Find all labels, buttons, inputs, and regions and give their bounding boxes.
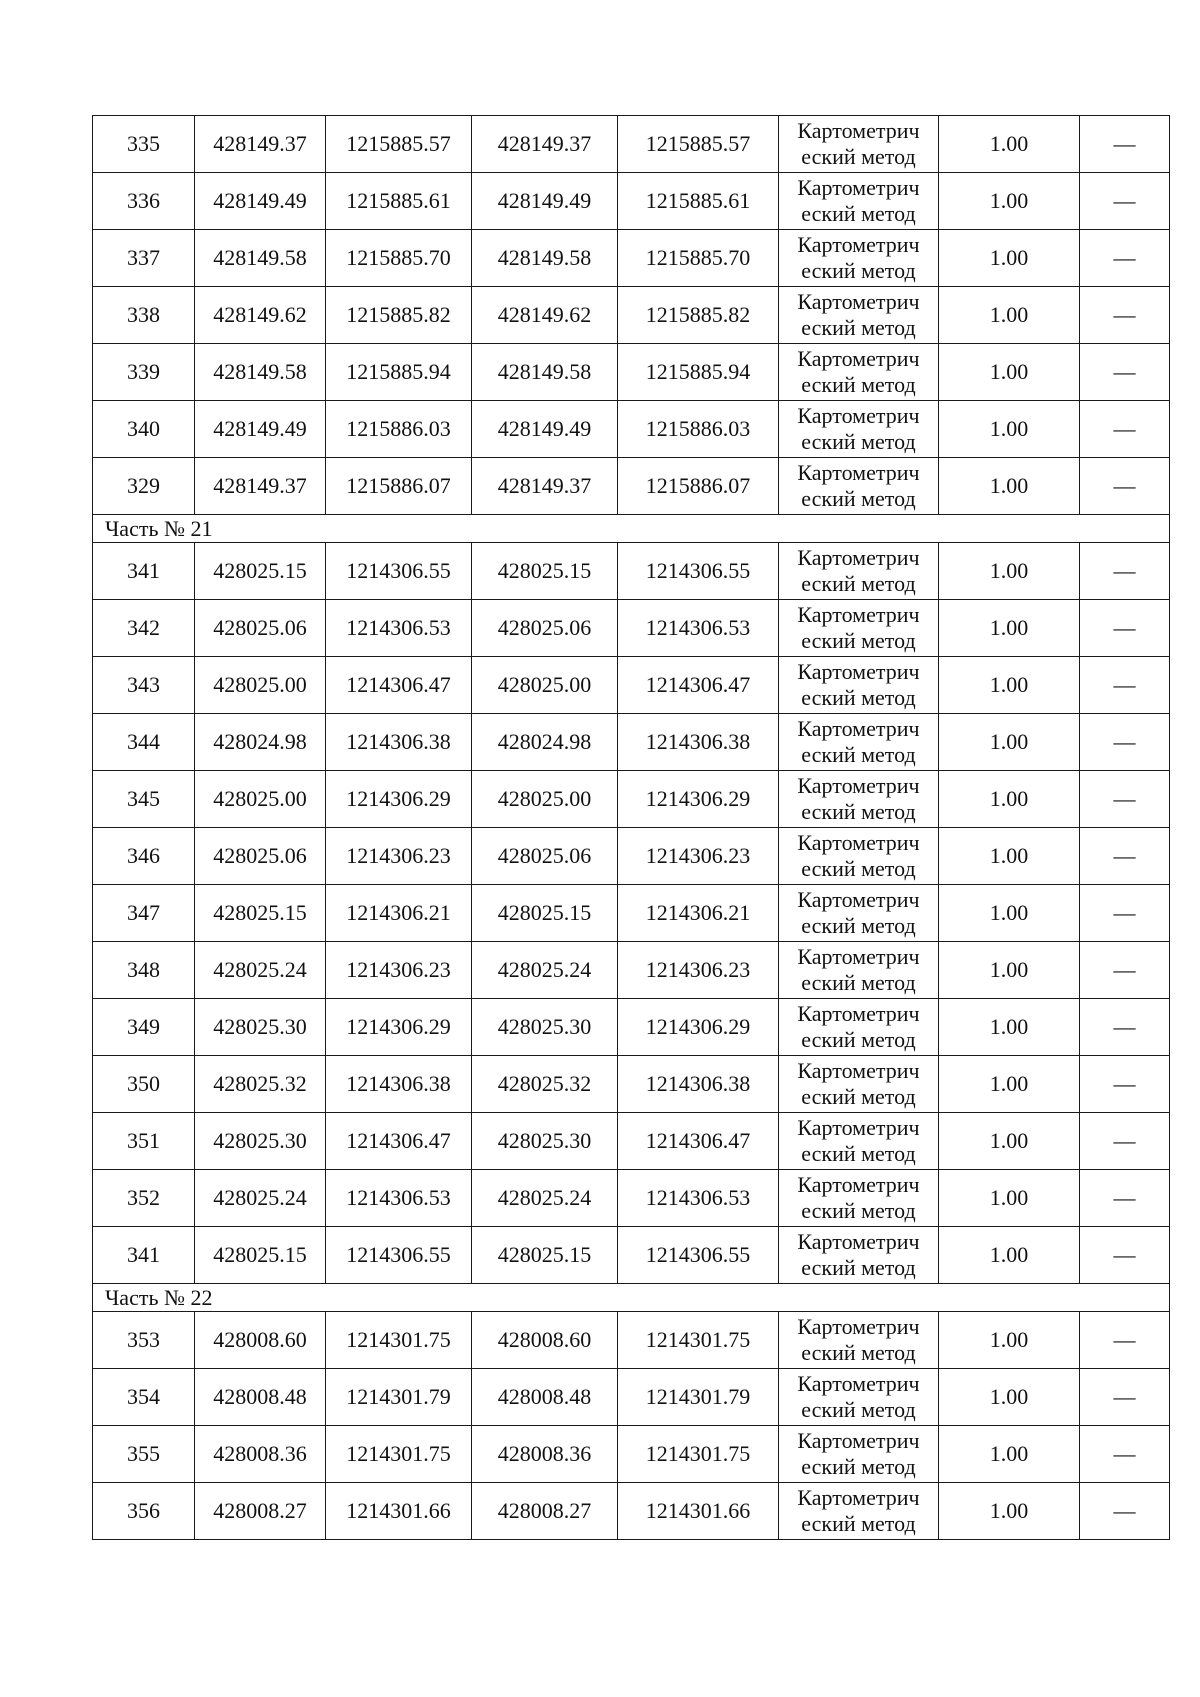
accuracy-cell: 1.00: [939, 1170, 1080, 1227]
description-cell: —: [1080, 942, 1170, 999]
x-refined-cell: 428008.36: [472, 1426, 618, 1483]
method-line-2: еский метод: [801, 372, 916, 397]
x-refined-cell: 428025.15: [472, 1227, 618, 1284]
x-refined-cell: 428149.58: [472, 230, 618, 287]
x-existing-cell: 428025.15: [195, 1227, 326, 1284]
description-cell: —: [1080, 401, 1170, 458]
method-line-2: еский метод: [801, 258, 916, 283]
description-cell: —: [1080, 458, 1170, 515]
method-line-2: еский метод: [801, 201, 916, 226]
x-refined-cell: 428149.49: [472, 173, 618, 230]
description-cell: —: [1080, 543, 1170, 600]
y-existing-cell: 1214306.38: [326, 714, 472, 771]
y-refined-cell: 1215885.94: [618, 344, 779, 401]
table-row: [93, 1369, 1170, 1426]
table-row: [93, 657, 1170, 714]
point-number-cell: 345: [93, 771, 195, 828]
x-existing-cell: 428008.27: [195, 1483, 326, 1540]
x-existing-cell: 428025.06: [195, 600, 326, 657]
table-row: [93, 1113, 1170, 1170]
method-line-2: еский метод: [801, 144, 916, 169]
method-line-2: еский метод: [801, 1511, 916, 1536]
x-refined-cell: 428008.27: [472, 1483, 618, 1540]
method-line-2: еский метод: [801, 571, 916, 596]
method-cell: [779, 1483, 939, 1540]
table-row: [93, 771, 1170, 828]
y-existing-cell: 1214306.53: [326, 1170, 472, 1227]
x-refined-cell: 428025.06: [472, 828, 618, 885]
table-row: [93, 344, 1170, 401]
method-line-2: еский метод: [801, 685, 916, 710]
x-existing-cell: 428008.60: [195, 1312, 326, 1369]
coordinates-table: [92, 115, 1170, 1540]
accuracy-cell: 1.00: [939, 543, 1080, 600]
method-line-2: еский метод: [801, 1255, 916, 1280]
method-cell: [779, 771, 939, 828]
method-line-1: Картометрич: [797, 1428, 920, 1453]
point-number-cell: 352: [93, 1170, 195, 1227]
table-row: [93, 173, 1170, 230]
method-line-1: Картометрич: [797, 1314, 920, 1339]
description-cell: —: [1080, 344, 1170, 401]
y-existing-cell: 1214301.75: [326, 1312, 472, 1369]
y-refined-cell: 1215885.82: [618, 287, 779, 344]
x-refined-cell: 428149.37: [472, 116, 618, 173]
method-cell: [779, 1227, 939, 1284]
method-line-1: Картометрич: [797, 944, 920, 969]
method-line-2: еский метод: [801, 856, 916, 881]
description-cell: —: [1080, 287, 1170, 344]
y-refined-cell: 1215886.07: [618, 458, 779, 515]
table-row: [93, 287, 1170, 344]
x-refined-cell: 428025.30: [472, 999, 618, 1056]
y-existing-cell: 1214306.21: [326, 885, 472, 942]
method-line-1: Картометрич: [797, 1001, 920, 1026]
y-existing-cell: 1214306.55: [326, 543, 472, 600]
y-refined-cell: 1214306.38: [618, 714, 779, 771]
method-cell: [779, 714, 939, 771]
description-cell: —: [1080, 885, 1170, 942]
y-existing-cell: 1215886.03: [326, 401, 472, 458]
table-row: [93, 458, 1170, 515]
y-refined-cell: 1214306.29: [618, 771, 779, 828]
y-refined-cell: 1214306.23: [618, 942, 779, 999]
y-refined-cell: 1214306.47: [618, 657, 779, 714]
x-existing-cell: 428149.49: [195, 401, 326, 458]
point-number-cell: 337: [93, 230, 195, 287]
method-line-1: Картометрич: [797, 830, 920, 855]
y-refined-cell: 1214306.47: [618, 1113, 779, 1170]
method-line-2: еский метод: [801, 1454, 916, 1479]
table-row: [93, 116, 1170, 173]
point-number-cell: 329: [93, 458, 195, 515]
method-line-2: еский метод: [801, 1141, 916, 1166]
table-row: [93, 1056, 1170, 1113]
method-line-1: Картометрич: [797, 887, 920, 912]
x-existing-cell: 428025.32: [195, 1056, 326, 1113]
method-cell: [779, 999, 939, 1056]
x-existing-cell: 428025.24: [195, 942, 326, 999]
method-line-1: Картометрич: [797, 403, 920, 428]
accuracy-cell: 1.00: [939, 657, 1080, 714]
method-line-1: Картометрич: [797, 118, 920, 143]
y-existing-cell: 1214301.66: [326, 1483, 472, 1540]
method-cell: [779, 287, 939, 344]
accuracy-cell: 1.00: [939, 458, 1080, 515]
table-row: [93, 1426, 1170, 1483]
y-refined-cell: 1214306.53: [618, 600, 779, 657]
accuracy-cell: 1.00: [939, 885, 1080, 942]
method-line-1: Картометрич: [797, 545, 920, 570]
y-existing-cell: 1214306.47: [326, 1113, 472, 1170]
y-refined-cell: 1215886.03: [618, 401, 779, 458]
accuracy-cell: 1.00: [939, 1056, 1080, 1113]
description-cell: —: [1080, 1056, 1170, 1113]
description-cell: —: [1080, 173, 1170, 230]
x-existing-cell: 428149.58: [195, 230, 326, 287]
method-line-2: еский метод: [801, 429, 916, 454]
description-cell: —: [1080, 1312, 1170, 1369]
method-cell: [779, 173, 939, 230]
y-existing-cell: 1214306.29: [326, 999, 472, 1056]
method-line-1: Картометрич: [797, 289, 920, 314]
y-existing-cell: 1214301.79: [326, 1369, 472, 1426]
point-number-cell: 344: [93, 714, 195, 771]
y-refined-cell: 1214306.55: [618, 1227, 779, 1284]
accuracy-cell: 1.00: [939, 1426, 1080, 1483]
point-number-cell: 346: [93, 828, 195, 885]
y-existing-cell: 1214306.53: [326, 600, 472, 657]
table-row: [93, 942, 1170, 999]
y-refined-cell: 1214301.66: [618, 1483, 779, 1540]
x-refined-cell: 428024.98: [472, 714, 618, 771]
y-existing-cell: 1214301.75: [326, 1426, 472, 1483]
x-existing-cell: 428024.98: [195, 714, 326, 771]
point-number-cell: 340: [93, 401, 195, 458]
y-existing-cell: 1214306.23: [326, 942, 472, 999]
accuracy-cell: 1.00: [939, 1483, 1080, 1540]
accuracy-cell: 1.00: [939, 1312, 1080, 1369]
x-refined-cell: 428008.48: [472, 1369, 618, 1426]
accuracy-cell: 1.00: [939, 1369, 1080, 1426]
point-number-cell: 343: [93, 657, 195, 714]
description-cell: —: [1080, 230, 1170, 287]
method-cell: [779, 600, 939, 657]
y-existing-cell: 1215885.61: [326, 173, 472, 230]
section-row: [93, 1284, 1170, 1312]
description-cell: —: [1080, 1483, 1170, 1540]
method-cell: [779, 828, 939, 885]
method-line-2: еский метод: [801, 742, 916, 767]
point-number-cell: 354: [93, 1369, 195, 1426]
x-refined-cell: 428149.58: [472, 344, 618, 401]
y-existing-cell: 1215885.94: [326, 344, 472, 401]
method-line-1: Картометрич: [797, 1172, 920, 1197]
y-existing-cell: 1214306.47: [326, 657, 472, 714]
y-refined-cell: 1215885.57: [618, 116, 779, 173]
description-cell: —: [1080, 1227, 1170, 1284]
point-number-cell: 335: [93, 116, 195, 173]
table-row: [93, 1170, 1170, 1227]
point-number-cell: 349: [93, 999, 195, 1056]
x-existing-cell: 428008.48: [195, 1369, 326, 1426]
section-label: Часть № 22: [93, 1284, 1170, 1312]
method-line-2: еский метод: [801, 913, 916, 938]
x-existing-cell: 428149.58: [195, 344, 326, 401]
method-line-2: еский метод: [801, 1198, 916, 1223]
x-existing-cell: 428025.06: [195, 828, 326, 885]
x-refined-cell: 428149.37: [472, 458, 618, 515]
point-number-cell: 342: [93, 600, 195, 657]
method-cell: [779, 230, 939, 287]
description-cell: —: [1080, 771, 1170, 828]
table-row: [93, 1227, 1170, 1284]
point-number-cell: 341: [93, 1227, 195, 1284]
table-row: [93, 714, 1170, 771]
accuracy-cell: 1.00: [939, 714, 1080, 771]
method-line-1: Картометрич: [797, 232, 920, 257]
accuracy-cell: 1.00: [939, 942, 1080, 999]
x-refined-cell: 428025.24: [472, 1170, 618, 1227]
method-cell: [779, 344, 939, 401]
x-refined-cell: 428025.24: [472, 942, 618, 999]
method-line-2: еский метод: [801, 486, 916, 511]
x-existing-cell: 428025.15: [195, 885, 326, 942]
y-refined-cell: 1214306.53: [618, 1170, 779, 1227]
x-existing-cell: 428149.49: [195, 173, 326, 230]
y-existing-cell: 1214306.29: [326, 771, 472, 828]
x-existing-cell: 428025.00: [195, 657, 326, 714]
point-number-cell: 356: [93, 1483, 195, 1540]
point-number-cell: 347: [93, 885, 195, 942]
description-cell: —: [1080, 828, 1170, 885]
y-refined-cell: 1214306.38: [618, 1056, 779, 1113]
table-row: [93, 230, 1170, 287]
method-cell: [779, 942, 939, 999]
method-line-1: Картометрич: [797, 346, 920, 371]
y-refined-cell: 1215885.61: [618, 173, 779, 230]
method-line-1: Картометрич: [797, 773, 920, 798]
section-label: Часть № 21: [93, 515, 1170, 543]
accuracy-cell: 1.00: [939, 1227, 1080, 1284]
y-existing-cell: 1214306.55: [326, 1227, 472, 1284]
accuracy-cell: 1.00: [939, 999, 1080, 1056]
y-existing-cell: 1215886.07: [326, 458, 472, 515]
point-number-cell: 338: [93, 287, 195, 344]
method-cell: [779, 458, 939, 515]
description-cell: —: [1080, 657, 1170, 714]
x-refined-cell: 428025.06: [472, 600, 618, 657]
method-line-2: еский метод: [801, 1340, 916, 1365]
y-refined-cell: 1214306.21: [618, 885, 779, 942]
point-number-cell: 355: [93, 1426, 195, 1483]
method-line-1: Картометрич: [797, 602, 920, 627]
x-existing-cell: 428025.30: [195, 999, 326, 1056]
table-body: [93, 116, 1170, 1540]
y-refined-cell: 1215885.70: [618, 230, 779, 287]
description-cell: —: [1080, 600, 1170, 657]
method-line-2: еский метод: [801, 799, 916, 824]
method-cell: [779, 1312, 939, 1369]
method-cell: [779, 1426, 939, 1483]
accuracy-cell: 1.00: [939, 600, 1080, 657]
method-line-1: Картометрич: [797, 1058, 920, 1083]
x-existing-cell: 428008.36: [195, 1426, 326, 1483]
y-existing-cell: 1215885.70: [326, 230, 472, 287]
point-number-cell: 336: [93, 173, 195, 230]
description-cell: —: [1080, 1426, 1170, 1483]
method-cell: [779, 885, 939, 942]
x-existing-cell: 428149.62: [195, 287, 326, 344]
method-cell: [779, 401, 939, 458]
point-number-cell: 351: [93, 1113, 195, 1170]
method-line-2: еский метод: [801, 970, 916, 995]
x-existing-cell: 428025.30: [195, 1113, 326, 1170]
method-line-1: Картометрич: [797, 1485, 920, 1510]
method-line-2: еский метод: [801, 1397, 916, 1422]
y-existing-cell: 1214306.23: [326, 828, 472, 885]
method-line-1: Картометрич: [797, 716, 920, 741]
x-refined-cell: 428025.15: [472, 885, 618, 942]
method-line-1: Картометрич: [797, 1115, 920, 1140]
y-refined-cell: 1214306.29: [618, 999, 779, 1056]
x-refined-cell: 428025.30: [472, 1113, 618, 1170]
description-cell: —: [1080, 714, 1170, 771]
y-refined-cell: 1214306.55: [618, 543, 779, 600]
x-refined-cell: 428008.60: [472, 1312, 618, 1369]
method-cell: [779, 1113, 939, 1170]
method-line-2: еский метод: [801, 1027, 916, 1052]
table-row: [93, 885, 1170, 942]
y-refined-cell: 1214306.23: [618, 828, 779, 885]
point-number-cell: 341: [93, 543, 195, 600]
point-number-cell: 353: [93, 1312, 195, 1369]
x-refined-cell: 428025.00: [472, 657, 618, 714]
y-existing-cell: 1215885.57: [326, 116, 472, 173]
accuracy-cell: 1.00: [939, 344, 1080, 401]
x-existing-cell: 428149.37: [195, 458, 326, 515]
x-refined-cell: 428149.49: [472, 401, 618, 458]
method-cell: [779, 116, 939, 173]
method-line-1: Картометрич: [797, 1371, 920, 1396]
accuracy-cell: 1.00: [939, 1113, 1080, 1170]
method-line-2: еский метод: [801, 628, 916, 653]
table-row: [93, 1483, 1170, 1540]
y-refined-cell: 1214301.79: [618, 1369, 779, 1426]
method-cell: [779, 657, 939, 714]
accuracy-cell: 1.00: [939, 116, 1080, 173]
accuracy-cell: 1.00: [939, 173, 1080, 230]
section-row: [93, 515, 1170, 543]
point-number-cell: 348: [93, 942, 195, 999]
y-refined-cell: 1214301.75: [618, 1426, 779, 1483]
method-cell: [779, 1369, 939, 1426]
method-cell: [779, 543, 939, 600]
point-number-cell: 350: [93, 1056, 195, 1113]
method-line-2: еский метод: [801, 315, 916, 340]
table-row: [93, 1312, 1170, 1369]
table-row: [93, 600, 1170, 657]
method-cell: [779, 1056, 939, 1113]
method-line-2: еский метод: [801, 1084, 916, 1109]
x-existing-cell: 428025.15: [195, 543, 326, 600]
accuracy-cell: 1.00: [939, 230, 1080, 287]
method-line-1: Картометрич: [797, 1229, 920, 1254]
x-existing-cell: 428025.00: [195, 771, 326, 828]
description-cell: —: [1080, 1170, 1170, 1227]
y-existing-cell: 1214306.38: [326, 1056, 472, 1113]
description-cell: —: [1080, 999, 1170, 1056]
x-existing-cell: 428025.24: [195, 1170, 326, 1227]
table-row: [93, 401, 1170, 458]
method-line-1: Картометрич: [797, 659, 920, 684]
y-refined-cell: 1214301.75: [618, 1312, 779, 1369]
y-existing-cell: 1215885.82: [326, 287, 472, 344]
description-cell: —: [1080, 1113, 1170, 1170]
x-existing-cell: 428149.37: [195, 116, 326, 173]
table-row: [93, 543, 1170, 600]
description-cell: —: [1080, 1369, 1170, 1426]
x-refined-cell: 428025.32: [472, 1056, 618, 1113]
method-cell: [779, 1170, 939, 1227]
accuracy-cell: 1.00: [939, 287, 1080, 344]
x-refined-cell: 428149.62: [472, 287, 618, 344]
x-refined-cell: 428025.15: [472, 543, 618, 600]
description-cell: —: [1080, 116, 1170, 173]
table-row: [93, 999, 1170, 1056]
table-row: [93, 828, 1170, 885]
x-refined-cell: 428025.00: [472, 771, 618, 828]
method-line-1: Картометрич: [797, 175, 920, 200]
method-line-1: Картометрич: [797, 460, 920, 485]
accuracy-cell: 1.00: [939, 828, 1080, 885]
accuracy-cell: 1.00: [939, 771, 1080, 828]
accuracy-cell: 1.00: [939, 401, 1080, 458]
point-number-cell: 339: [93, 344, 195, 401]
